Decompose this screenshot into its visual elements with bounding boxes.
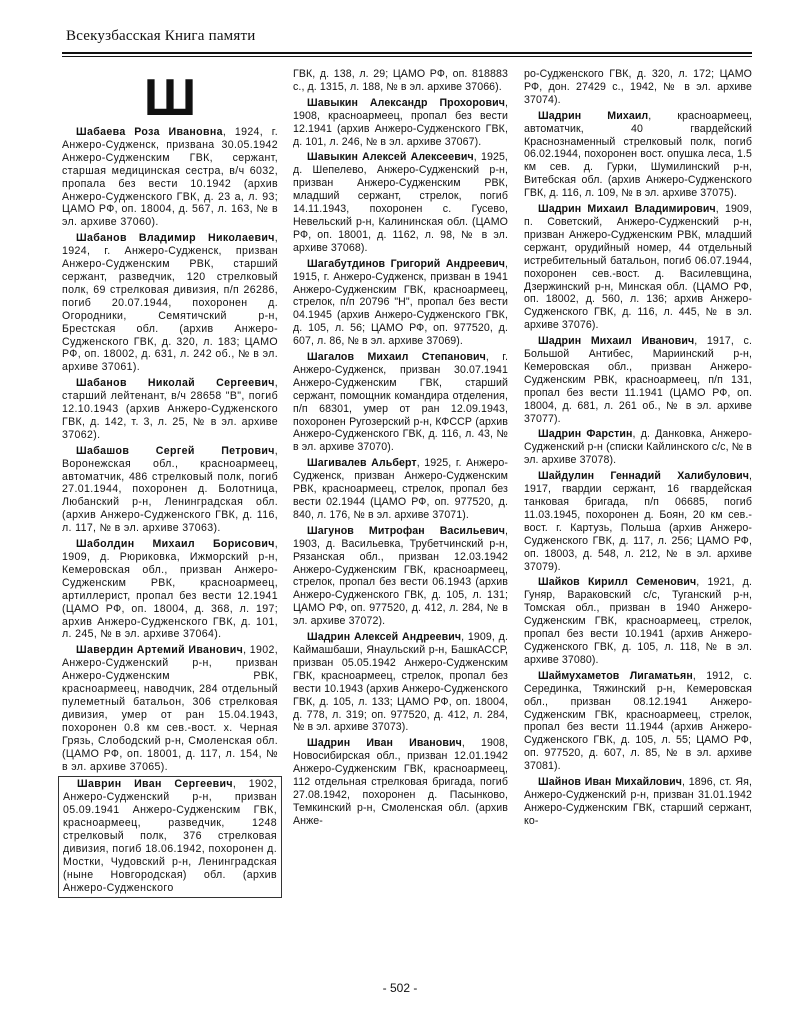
entry-text: , 1909, д. Рюриковка, Ижморский р-н, Кемеровская обл., призван Анжеро-Судженским РВК, красноармеец, артиллерист, пропал без вести 12.1941 (ЦАМО РФ, оп. 18004, д. 368, л. 197; архив Анжеро-Судженского ГВК, д. 101, л. 245, № в эл. архиве 37064).: [62, 538, 278, 641]
person-name: Шабанов Николай Сергеевич: [76, 377, 275, 390]
entry-text: , 1924, г. Анжеро-Судженск, призван Анжеро-Судженским РВК, старший сержант, разведчик, 120 стрелковый полк, 69 стрелковая дивизия, п/п 26286, погиб 20.07.1944, похоронен д. Огородники, Семятичский р-н, Брестская обл. (архив Анжеро-Судженского ГВК, д. 320, л. 183; ЦАМО РФ, оп. 18002, д. 631, л. 242 об., № в эл. архиве 37061).: [62, 232, 278, 374]
person-name: Шадрин Михаил Иванович: [538, 335, 695, 348]
memorial-entry: [62, 644, 278, 773]
memorial-entry: [293, 97, 508, 149]
column-2: [293, 68, 508, 831]
person-name: Шабанов Владимир Николаевич: [76, 232, 275, 245]
person-name: Шадрин Иван Иванович: [307, 737, 462, 750]
person-name: Шагунов Митрофан Васильевич: [307, 524, 505, 537]
person-name: Шайков Кирилл Семенович: [538, 576, 697, 589]
highlighted-entry: [58, 776, 282, 897]
memorial-entry: [524, 470, 752, 573]
memorial-entry: [62, 126, 278, 229]
memorial-entry: [293, 631, 508, 734]
memorial-entry: [293, 258, 508, 348]
entry-text: , красноармеец, автоматчик, 40 гвардейский Краснознаменный стрелковый полк, погиб 06.02.1944, похоронен вост. опушка леса, 1.5 км сев. д. Гурки, Шумилинский р-н, Витебская обл. (архив Анжеро-Судженского ГВК, д. 116, л. 109, № в эл. архиве 37075).: [524, 109, 752, 200]
entry-text: , 1909, д. Каймашбаши, Янаульский р-н, БашкАССР, призван 05.05.1942 Анжеро-Судженским ГВК, красноармеец, стрелок, пропал без вести 10.1943 (архив Анжеро-Судженского ГВК, д. 105, л. 133; ЦАМО РФ, оп. 18004, д. 778, л. 319; оп. 977520, д. 412, л. 284, № в эл. архиве 37073).: [293, 631, 508, 734]
entry-text: ГВК, д. 138, л. 29; ЦАМО РФ, оп. 818883 с., д. 1315, л. 188, № в эл. архиве 37066).: [293, 68, 508, 93]
memorial-entry: [293, 151, 508, 254]
person-name: Шагалов Михаил Степанович: [307, 351, 486, 364]
entry-text: , 1902, Анжеро-Судженский р-н, призван Анжеро-Судженским РВК, красноармеец, наводчик, 284 отдельный пулеметный батальон, 306 стрелковая дивизия, умер от ран 15.04.1943, похоронен 0.8 км сев.-вост. х. Черная Грязь, Слободский р-н, Смоленская обл. (ЦАМО РФ, оп. 18001, д. 117, л. 154, № в эл. архиве 37065).: [62, 644, 278, 773]
person-name: Шадрин Фарстин: [538, 428, 633, 441]
entry-text: , старший лейтенант, в/ч 28658 "В", погиб 12.10.1943 (архив Анжеро-Судженского ГВК, д. 142, т. 3, л. 25, № в эл. архиве 37062).: [62, 377, 278, 441]
column-1: [62, 69, 278, 901]
memorial-entry: [62, 232, 278, 374]
memorial-entry: [293, 457, 508, 522]
memorial-entry: [62, 377, 278, 442]
page-number: - 502 -: [382, 981, 418, 995]
person-name: Шавыкин Александр Прохорович: [307, 96, 505, 109]
memorial-entry: [293, 351, 508, 454]
memorial-entry: [62, 538, 278, 641]
section-letter: Ш: [143, 69, 197, 127]
header-rule: [62, 52, 752, 54]
person-name: Шайнов Иван Михайлович: [538, 776, 682, 789]
page-header: [62, 20, 752, 50]
entry-text: , 1917, гвардии сержант, 16 гвардейская танковая бригада, п/п 06685, погиб 11.03.1945, похоронен д. Боян, 20 км сев.-вост. г. Картузь, Польша (архив Анжеро-Судженского ГВК, д. 117, л. 256; ЦАМО РФ, оп. 18003, д. 548, л. 212, № в эл. архиве 37079).: [524, 470, 752, 573]
memorial-entry: [524, 576, 752, 666]
person-name: Шабаева Роза Ивановна: [76, 126, 223, 138]
person-name: Шадрин Алексей Андреевич: [307, 631, 462, 644]
memorial-entry: [524, 428, 752, 467]
memorial-entry: [293, 68, 508, 94]
person-name: Шаврин Иван Сергеевич: [77, 778, 233, 791]
entry-text: , 1908, Новосибирская обл., призван 12.01.1942 Анжеро-Судженским ГВК, красноармеец, 112 отдельная стрелковая бригада, погиб 27.08.1942, похоронен д. Пасынково, Темкинский р-н, Смоленская обл. (архив Анже-: [293, 737, 508, 827]
entry-text: , г. Анжеро-Судженск, призван 30.07.1941 Анжеро-Судженским ГВК, старший сержант, помощник командира отделения, п/п 68301, умер от ран 12.09.1943, похоронен Ругозерский р-н, КФССР (архив Анжеро-Судженского ГВК, д. 116, л. 43, № в эл. архиве 37070).: [293, 351, 508, 454]
entry-text: , 1896, ст. Яя, Анжеро-Судженский р-н, призван 31.01.1942 Анжеро-Судженским ГВК, старший сержант, ко-: [524, 776, 752, 827]
entry-text: , Воронежская обл., красноармеец, автоматчик, 486 стрелковый полк, погиб 27.01.1944, похоронен д. Болотница, Любанский р-н, Ленинградская обл. (архив Анжеро-Судженского ГВК, д. 116, л. 117, № в эл. архиве 37063).: [62, 444, 278, 535]
entry-text: ро-Судженского ГВК, д. 320, л. 172; ЦАМО РФ, дон. 27429 с., 1942, № в эл. архиве 37074).: [524, 68, 752, 106]
column-3: [524, 68, 752, 831]
memorial-entry: [524, 68, 752, 107]
memorial-entry: [524, 110, 752, 200]
entry-text: , 1925, г. Анжеро-Судженск, призван Анжеро-Судженским РВК, красноармеец, стрелок, пропал без вести 02.1944 (ЦАМО РФ, оп. 977520, д. 840, л. 176, № в эл. архиве 37071).: [293, 457, 508, 521]
entry-text: , 1912, с. Серединка, Тяжинский р-н, Кемеровская обл., призван 08.12.1941 Анжеро-Судженским ГВК, красноармеец, стрелок, пропал без вести 11.1944 (архив Анжеро-Судженского ГВК, д. 105, л. 55; ЦАМО РФ, оп. 977520, д. 607, л. 85, № в эл. архиве 37081).: [524, 669, 752, 773]
person-name: Шайдулин Геннадий Халибулович: [538, 470, 749, 483]
memorial-entry: [62, 445, 278, 535]
person-name: Шавердин Артемий Иванович: [76, 644, 244, 657]
memorial-entry: [293, 525, 508, 628]
entry-text: , 1902, Анжеро-Судженский р-н, призван 05.09.1941 Анжеро-Судженским ГВК, красноармеец, разведчик, 1248 стрелковый полк, 376 стрелковая дивизия, погиб 18.06.1942, похоронен д. Мостки, Чудовский р-н, Ленинградская (ныне Новгородская) обл. (архив Анжеро-Судженского: [63, 778, 277, 894]
memorial-entry: [524, 670, 752, 773]
entry-text: , д. Данковка, Анжеро-Судженский р-н (списки Кайлинского с/с, № в эл. архиве 37078).: [524, 428, 753, 467]
entry-text: , 1909, п. Советский, Анжеро-Судженский р-н, призван Анжеро-Судженским РВК, младший сержант, орудийный номер, 44 отдельный истребительный батальон, погиб 06.07.1944, похоронен сев.-вост. д. Василевщина, Дзержинский р-н, Минская обл. (ЦАМО РФ, оп. 18002, д. 560, л. 136; архив Анжеро-Судженского ГВК, д. 116, л. 445, № в эл. архиве 37076).: [524, 203, 752, 332]
entry-text: , 1921, д. Гуняр, Вараковский с/с, Туганский р-н, Томская обл., призван в 1940 Анжеро-Судженским ГВК, красноармеец, стрелок, пропал без вести 10.1941 (архив Анжеро-Судженского ГВК, д. 105, л. 118, № в эл. архиве 37080).: [524, 576, 753, 666]
memorial-entry: [524, 335, 752, 425]
person-name: Шаймухаметов Лигаматьян: [538, 669, 693, 682]
entry-text: , 1908, красноармеец, пропал без вести 12.1941 (архив Анжеро-Судженского ГВК, д. 101, л. 246, № в эл. архиве 37067).: [293, 96, 508, 148]
entry-text: , 1917, с. Большой Антибес, Мариинский р-н, Кемеровская обл., призван Анжеро-Судженским РВК, красноармеец, п/п 131, пропал без вести 11.1941 (ЦАМО РФ, оп. 18004, д. 681, л. 261 об., № в эл. архиве 37077).: [524, 335, 752, 425]
book-title: Всекузбасская Книга памяти: [66, 28, 256, 44]
memorial-entry: [524, 776, 752, 828]
memorial-entry: [524, 203, 752, 332]
person-name: Шагабутдинов Григорий Андреевич: [307, 257, 505, 270]
person-name: Шадрин Михаил: [538, 109, 649, 122]
entry-text: , 1925, д. Шепелево, Анжеро-Судженский р-н, призван Анжеро-Судженским РВК, младший сержант, стрелок, погиб 14.11.1943, похоронен с. Гусево, Невельский р-н, Калининская обл. (ЦАМО РФ, оп. 18001, д. 1162, л. 98, № в эл. архиве 37068).: [293, 151, 508, 254]
person-name: Шабашов Сергей Петрович: [76, 444, 275, 457]
person-name: Шаболдин Михаил Борисович: [76, 538, 275, 551]
person-name: Шавыкин Алексей Алексеевич: [307, 151, 474, 164]
header-rule-thin: [62, 56, 752, 57]
person-name: Шадрин Михаил Владимирович: [538, 203, 716, 216]
person-name: Шагивалев Альберт: [307, 457, 417, 470]
entry-text: , 1903, д. Васильевка, Трубетчинский р-н, Рязанская обл., призван 12.03.1942 Анжеро-Судженским ГВК, красноармеец, стрелок, пропал без вести 06.1943 (архив Анжеро-Судженского ГВК, д. 105, л. 131; ЦАМО РФ, оп. 977520, д. 412, л. 284, № в эл. архиве 37072).: [293, 524, 508, 628]
entry-text: , 1924, г. Анжеро-Судженск, призвана 30.05.1942 Анжеро-Судженским ГВК, сержант, старшая медицинская сестра, в/ч 6032, пропала без вести 10.1942 (архив Анжеро-Судженского ГВК, д. 23 а, л. 93; ЦАМО РФ, оп. 18004, д. 567, л. 163, № в эл. архиве 37060).: [62, 126, 278, 229]
entry-text: , 1915, г. Анжеро-Судженск, призван в 1941 Анжеро-Судженским ГВК, красноармеец, стрелок, п/п 20796 "Н", пропал без вести 04.1945 (архив Анжеро-Судженского ГВК, д. 105, л. 56; ЦАМО РФ, оп. 977520, д. 607, л. 86, № в эл. архиве 37069).: [293, 257, 508, 348]
memorial-entry: [293, 737, 508, 827]
